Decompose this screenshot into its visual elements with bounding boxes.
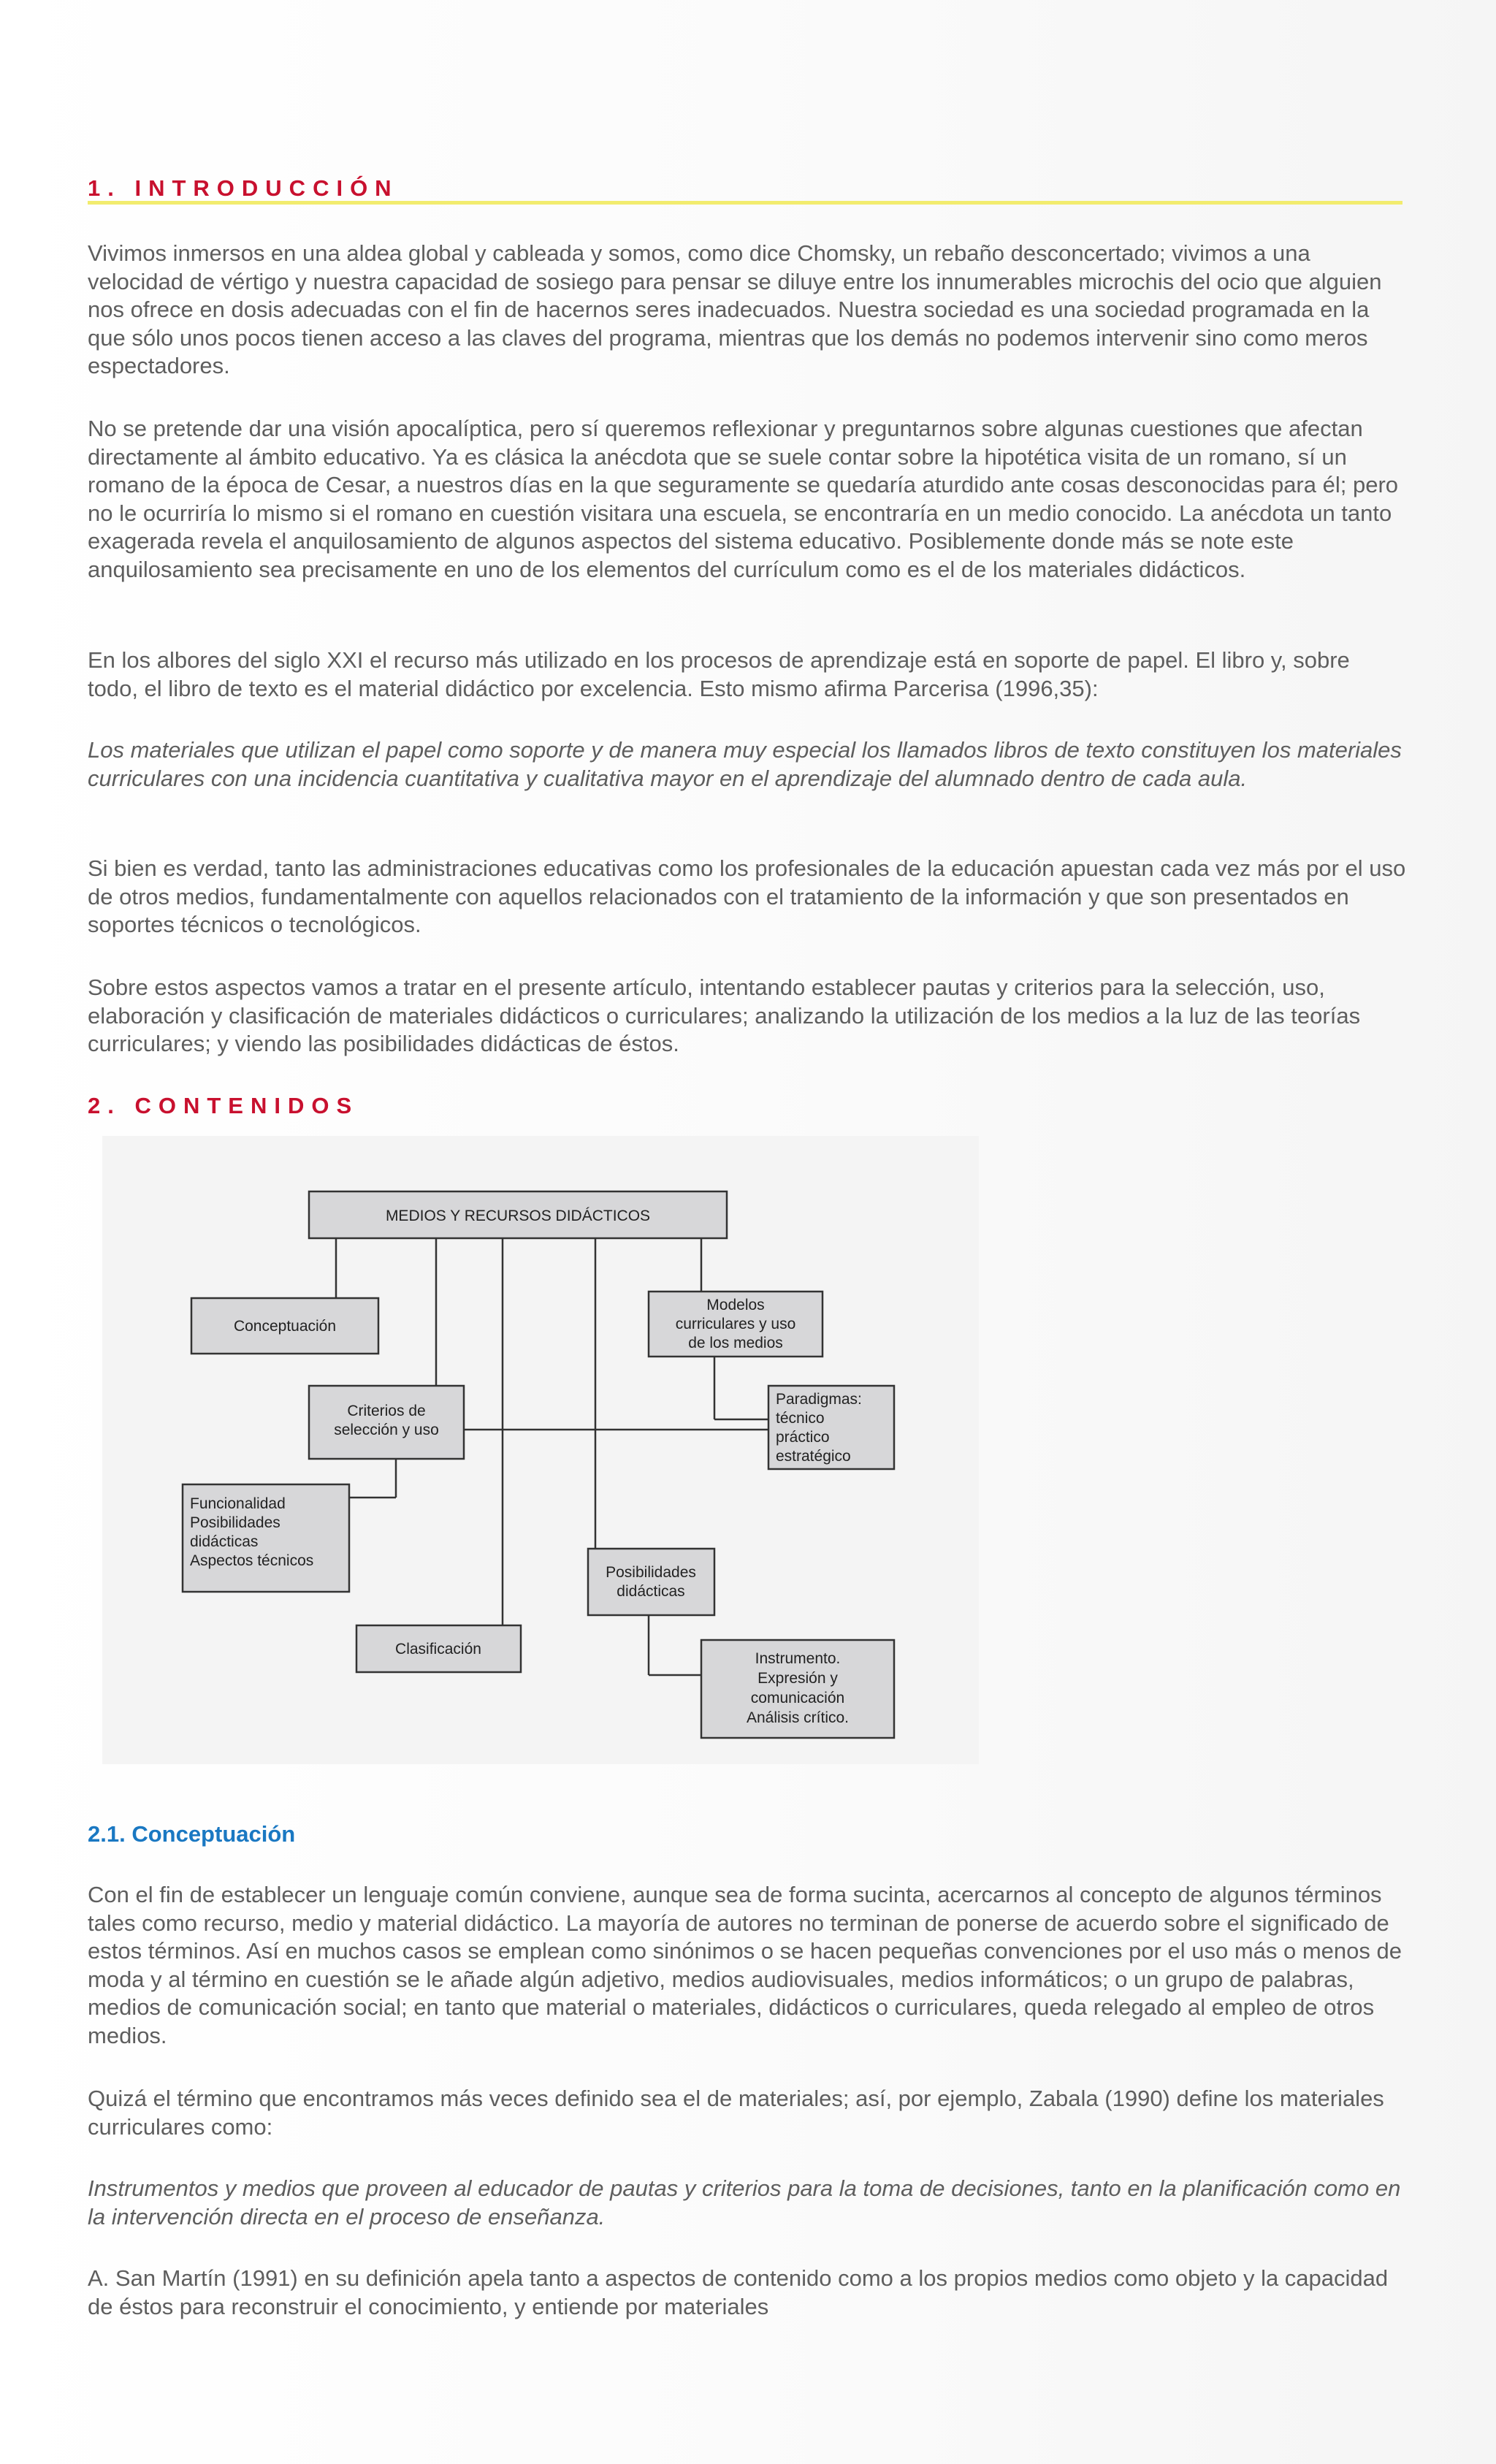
diagram-paradigmas-line-3: práctico xyxy=(776,1429,830,1446)
diagram-criterios-line-2: selección y uso xyxy=(334,1422,439,1438)
diagram-funcionalidad-line-3: didácticas xyxy=(190,1533,259,1550)
heading-underline xyxy=(88,201,1402,205)
diagram-instrumento-line-3: comunicación xyxy=(750,1690,845,1706)
diagram-paradigmas-line-4: estratégico xyxy=(776,1448,851,1465)
diagram-instrumento-line-2: Expresión y xyxy=(757,1670,838,1687)
intro-paragraph-5: Sobre estos aspectos vamos a tratar en el presente artículo, intentando establecer pautas y criterios para la selección, uso, elaboración y clasificación de materiales didácticos o curriculares; analizando la utilización de los medios a la luz de las teorías curriculares; y viendo las posibilidades didácticas de éstos. xyxy=(88,974,1361,1057)
diagram-posibilidades-line-2: didácticas xyxy=(617,1583,685,1600)
intro-paragraph-3: En los albores del siglo XXI el recurso más utilizado en los procesos de aprendizaje está en soporte de papel. El libro y, sobre todo, el libro de texto es el material didáctico por excelencia. Esto mismo afirma Parcerisa (1996,35): xyxy=(88,647,1350,701)
intro-paragraph-2: No se pretende dar una visión apocalíptica, pero sí queremos reflexionar y preguntarnos sobre algunas cuestiones que afectan directamente al ámbito educativo. Ya es clásica la anécdota que se suele contar sobre la hipotética visita de un romano, sí un romano de la época de Cesar, a nuestros días en la que seguramente se quedaría aturdido ante cosas desconocidas para él; pero no le ocurriría lo mismo si el romano en cuestión visitara una escuela, se encontraría en un medio conocido. La anécdota un tanto exagerada revela el anquilosamiento de algunos aspectos del sistema educativo. Posiblemente donde más se note este anquilosamiento sea precisamente en uno de los elementos del currículum como es el de los materiales didácticos. xyxy=(88,416,1399,582)
diagram-conceptuacion-label: Conceptuación xyxy=(233,1318,337,1335)
intro-quote-parcerisa: Los materiales que utilizan el papel como soporte y de manera muy especial los llamados libros de texto constituyen los materiales curriculares con una incidencia cuantitativa y cualitativa mayor en el aprendizaje del alumnado dentro de cada aula. xyxy=(88,737,1402,791)
diagram-modelos-line-1: Modelos xyxy=(706,1297,765,1313)
diagram-funcionalidad-line-1: Funcionalidad xyxy=(190,1495,286,1512)
subsection-heading-conceptuacion: 2.1. Conceptuación xyxy=(88,1821,296,1847)
intro-paragraph-1: Vivimos inmersos en una aldea global y cableada y somos, como dice Chomsky, un rebaño desconcertado; vivimos a una velocidad de vértigo y nuestra capacidad de sosiego para pensar se diluye entre los innumerables microchis del ocio que alguien nos ofrece en dosis adecuadas con el fin de hacernos seres inadecuados. Nuestra sociedad es una sociedad programada en la que sólo unos pocos tienen acceso a las claves del programa, mientras que los demás no podemos intervenir sino como meros espectadores. xyxy=(88,240,1382,379)
concept-diagram-svg xyxy=(102,1136,979,1764)
conceptuacion-paragraph-3: A. San Martín (1991) en su definición apela tanto a aspectos de contenido como a los propios medios como objeto y la capacidad de éstos para reconstruir el conocimiento, y entiende por materiales xyxy=(88,2265,1389,2319)
diagram-posibilidades-line-1: Posibilidades xyxy=(606,1564,696,1581)
conceptuacion-quote-zabala: Instrumentos y medios que proveen al educador de pautas y criterios para la toma de decisiones, tanto en la planificación como en la intervención directa en el proceso de enseñanza. xyxy=(88,2175,1401,2230)
section-heading-contenidos: 2. CONTENIDOS xyxy=(88,1093,359,1118)
diagram-paradigmas-line-2: técnico xyxy=(776,1410,825,1427)
diagram-clasificacion-label: Clasificación xyxy=(395,1641,481,1658)
diagram-funcionalidad-line-2: Posibilidades xyxy=(190,1514,280,1531)
intro-paragraph-4: Si bien es verdad, tanto las administraciones educativas como los profesionales de la educación apuestan cada vez más por el uso de otros medios, fundamentalmente con aquellos relacionados con el tratamiento de la información y que son presentados en soportes técnicos o tecnológicos. xyxy=(88,855,1406,938)
diagram-modelos-line-3: de los medios xyxy=(688,1335,783,1351)
diagram-paradigmas-line-1: Paradigmas: xyxy=(776,1391,862,1408)
concept-diagram xyxy=(102,1136,979,1764)
section-heading-introduccion: 1. INTRODUCCIÓN xyxy=(88,175,399,201)
diagram-criterios-line-1: Criterios de xyxy=(347,1403,426,1419)
diagram-instrumento-line-1: Instrumento. xyxy=(755,1650,841,1667)
conceptuacion-paragraph-2: Quizá el término que encontramos más veces definido sea el de materiales; así, por ejemplo, Zabala (1990) define los materiales curriculares como: xyxy=(88,2086,1384,2140)
diagram-funcionalidad-line-4: Aspectos técnicos xyxy=(190,1552,314,1569)
conceptuacion-paragraph-1: Con el fin de establecer un lenguaje común conviene, aunque sea de forma sucinta, acercarnos al concepto de algunos términos tales como recurso, medio y material didáctico. La mayoría de autores no terminan de ponerse de acuerdo sobre el significado de estos términos. Así en muchos casos se emplean como sinónimos o se hacen pequeñas convenciones por el uso más o menos de moda y al término en cuestión se le añade algún adjetivo, medios audiovisuales, medios informáticos; o un grupo de palabras, medios de comunicación social; en tanto que material o materiales, didácticos o curriculares, queda relegado al empleo de otros medios. xyxy=(88,1882,1402,2048)
diagram-root-label: MEDIOS Y RECURSOS DIDÁCTICOS xyxy=(385,1208,651,1224)
diagram-modelos-line-2: curriculares y uso xyxy=(675,1316,796,1332)
diagram-instrumento-line-4: Análisis crítico. xyxy=(746,1709,850,1726)
